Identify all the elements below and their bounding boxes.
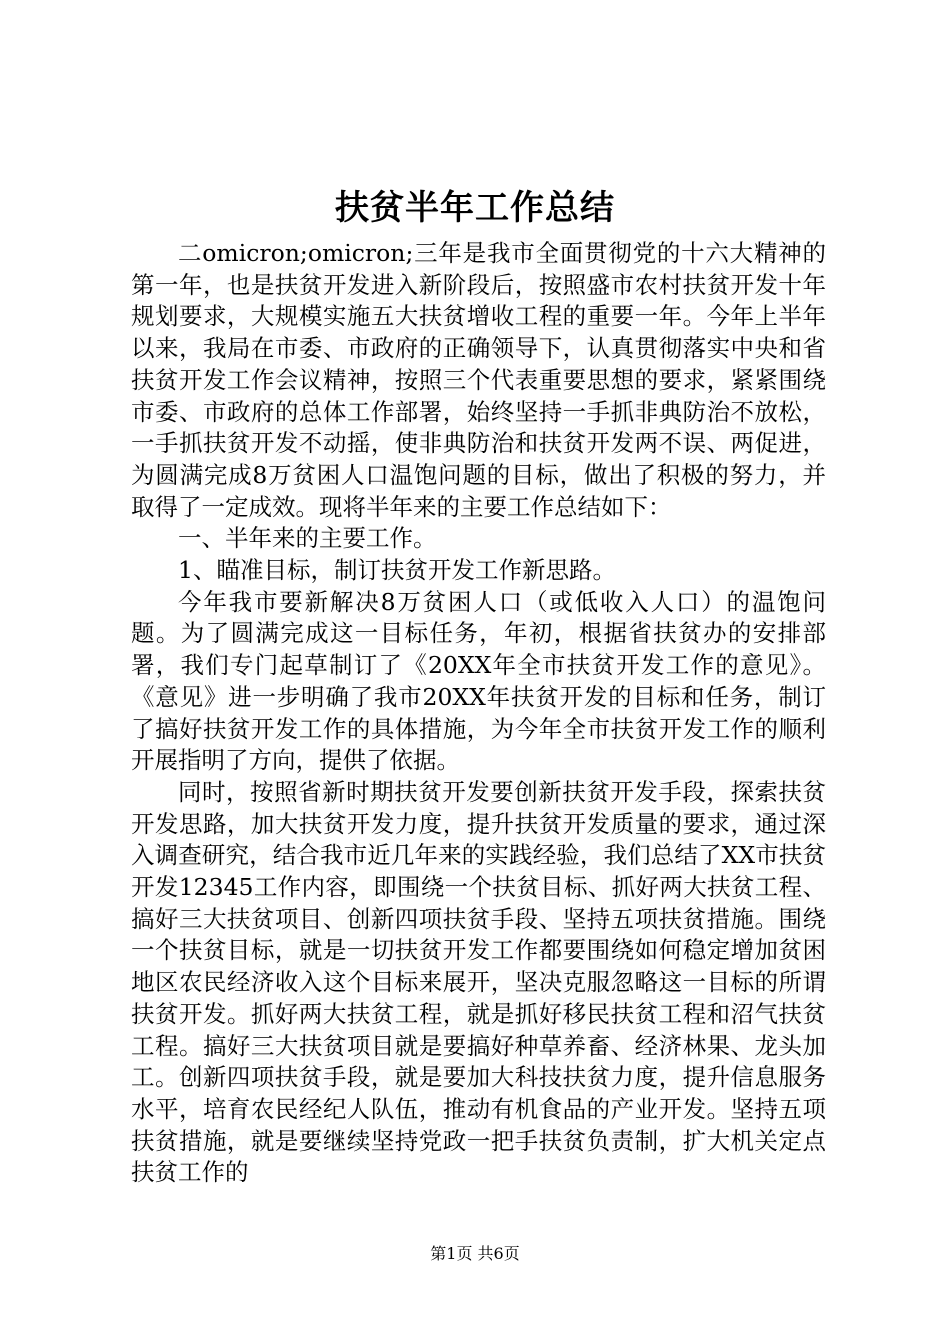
document-title: 扶贫半年工作总结 <box>335 188 615 228</box>
paragraph: 一、半年来的主要工作。 <box>178 524 437 553</box>
page-footer: 第1页 共6页 <box>430 1244 520 1263</box>
paragraph: 1、瞄准目标，制订扶贫开发工作新思路。 <box>178 556 616 585</box>
paragraph: 今年我市要新解决8万贫困人口（或低收入人口）的温饱问题。为了圆满完成这一目标任务，年初，根据省扶贫办的安排部署，我们专门起草制订了《20XX年全市扶贫开发工作的意见》。《意见》进一步明确了我市20XX年扶贫开发的目标和任务，制订了搞好扶贫开发工作的具体措施，为今年全市扶贫开发工作的顺利开展指明了方向，提供了依据。 <box>131 587 826 775</box>
paragraph: 同时，按照省新时期扶贫开发要创新扶贫开发手段，探索扶贫开发思路，加大扶贫开发力度，提升扶贫开发质量的要求，通过深入调查研究，结合我市近几年来的实践经验，我们总结了XX市扶贫开发12345工作内容，即围绕一个扶贫目标、抓好两大扶贫工程、搞好三大扶贫项目、创新四项扶贫手段、坚持五项扶贫措施。围绕一个扶贫目标，就是一切扶贫开发工作都要围绕如何稳定增加贫困地区农民经济收入这个目标来展开，坚决克服忽略这一目标的所谓扶贫开发。抓好两大扶贫工程，就是抓好移民扶贫工程和沼气扶贫工程。搞好三大扶贫项目就是要搞好种草养畜、经济林果、龙头加工。创新四项扶贫手段，就是要加大科技扶贫力度，提升信息服务水平，培育农民经纪人队伍，推动有机食品的产业开发。坚持五项扶贫措施，就是要继续坚持党政一把手扶贫负责制，扩大机关定点扶贫工作的 <box>131 777 826 1187</box>
document-body <box>131 238 826 1189</box>
paragraph: 二omicron;omicron;三年是我市全面贯彻党的十六大精神的第一年，也是扶贫开发进入新阶段后，按照盛市农村扶贫开发十年规划要求，大规模实施五大扶贫增收工程的重要一年。今年上半年以来，我局在市委、市政府的正确领导下，认真贯彻落实中央和省扶贫开发工作会议精神，按照三个代表重要思想的要求，紧紧围绕市委、市政府的总体工作部署，始终坚持一手抓非典防治不放松，一手抓扶贫开发不动摇，使非典防治和扶贫开发两不误、两促进，为圆满完成8万贫困人口温饱问题的目标，做出了积极的努力，并取得了一定成效。现将半年来的主要工作总结如下： <box>131 239 826 521</box>
